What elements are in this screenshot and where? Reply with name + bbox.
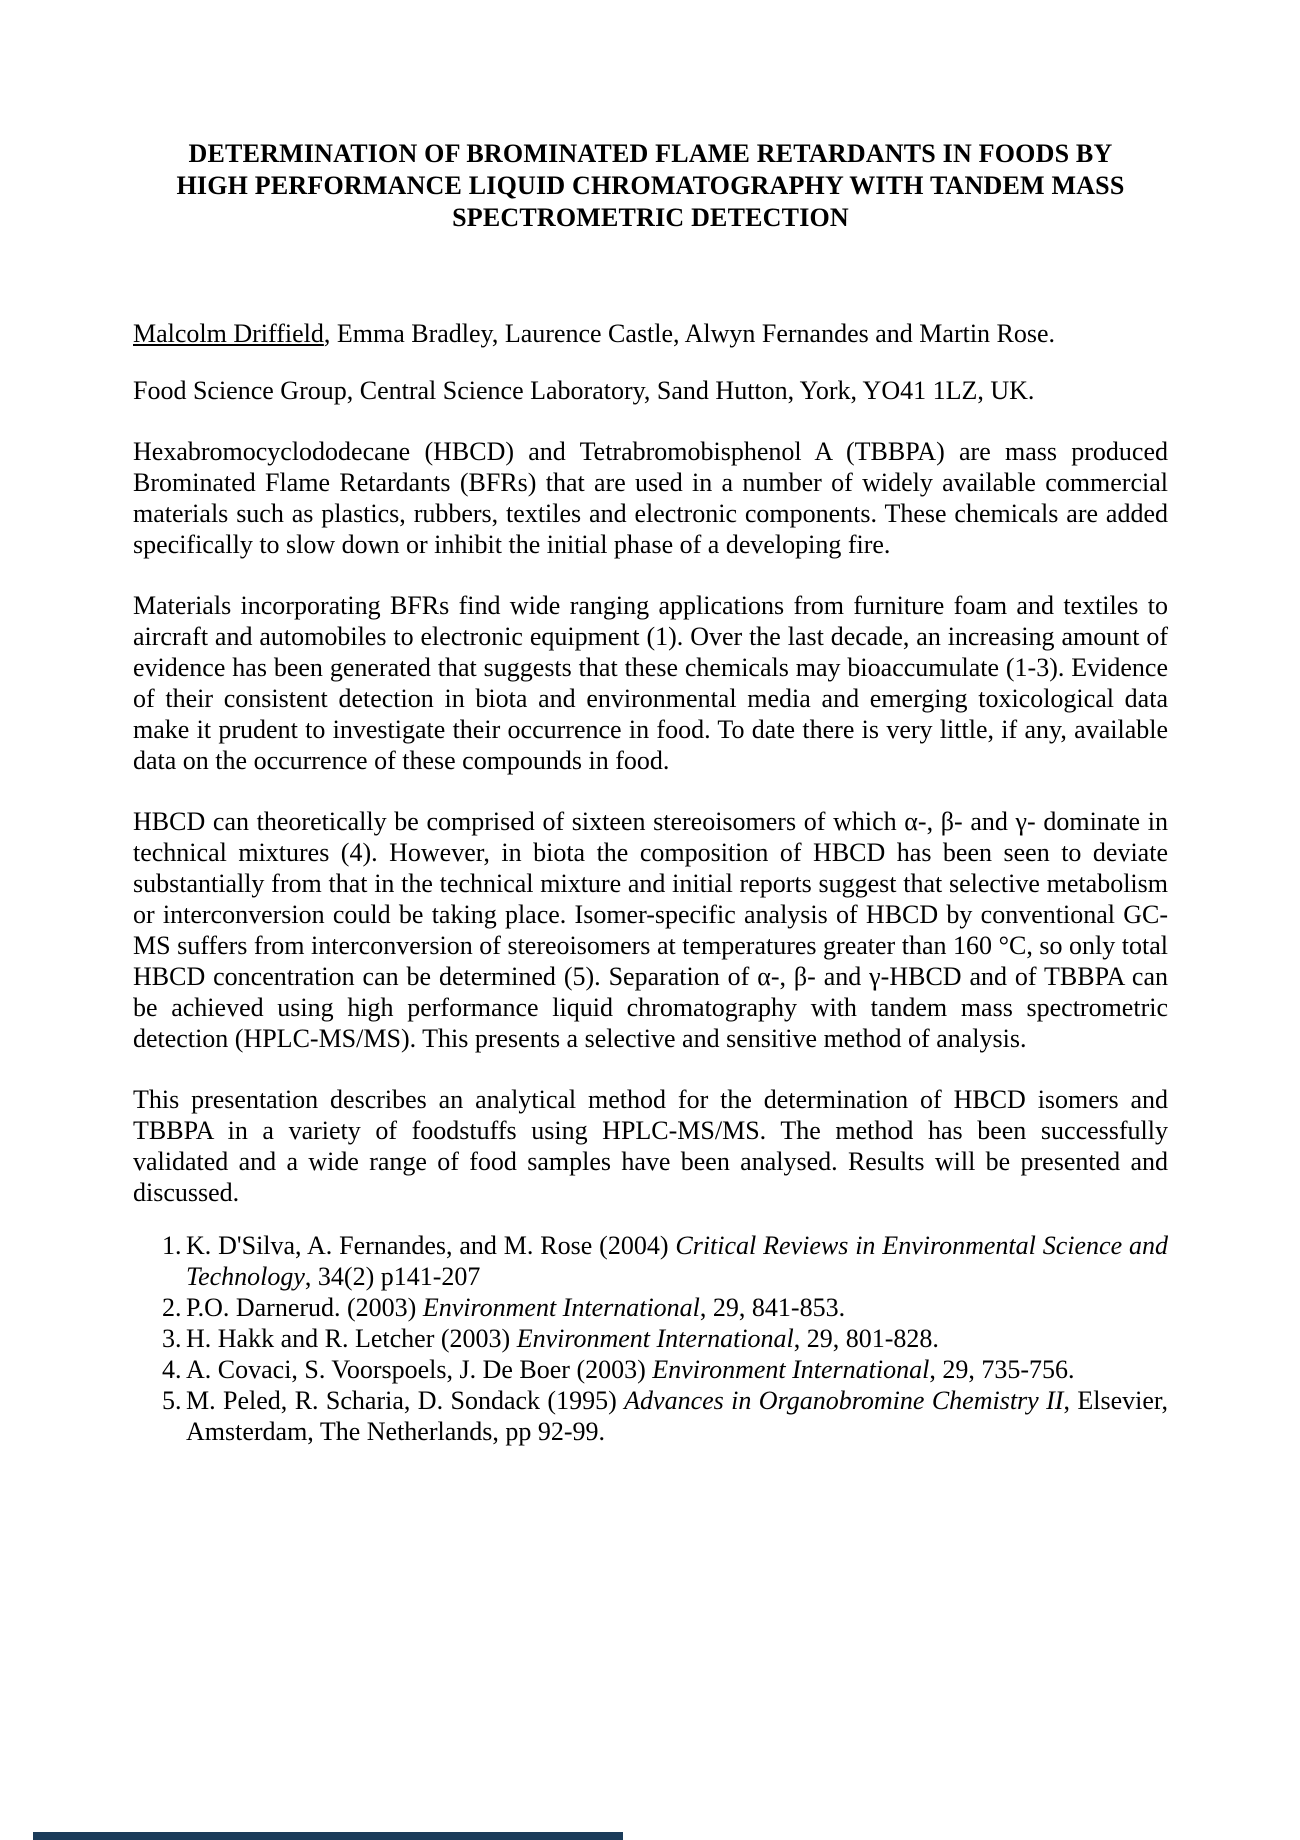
authors-line: Malcolm Driffield, Emma Bradley, Laurence Castle, Alwyn Fernandes and Martin Rose.	[133, 319, 1056, 348]
reference-text: H. Hakk and R. Letcher (2003) Environment International, 29, 801-828.	[186, 1324, 939, 1353]
reference-number: 2.	[162, 1293, 182, 1322]
paper-title-line-1: DETERMINATION OF BROMINATED FLAME RETARDANTS IN FOODS BY	[188, 139, 1113, 168]
abstract-paragraph-4: This presentation describes an analytical method for the determination of HBCD isomers and TBBPA in a variety of foodstuffs using HPLC-MS/MS. The method has been successfully validated and a wide range of food samples have been analysed. Results will be presented and discussed.	[133, 1085, 1168, 1207]
reference-list	[133, 1230, 1168, 1447]
reference-item	[162, 1230, 1168, 1292]
paper-title-line-2: HIGH PERFORMANCE LIQUID CHROMATOGRAPHY WITH TANDEM MASS	[176, 171, 1125, 200]
reference-item	[162, 1354, 1168, 1385]
reference-number: 5.	[162, 1386, 182, 1415]
reference-number: 1.	[162, 1231, 182, 1260]
reference-text: A. Covaci, S. Voorspoels, J. De Boer (2003) Environment International, 29, 735-756.	[186, 1355, 1075, 1384]
reference-number: 4.	[162, 1355, 182, 1384]
reference-text: P.O. Darnerud. (2003) Environment International, 29, 841-853.	[186, 1293, 846, 1322]
abstract-paragraph-3: HBCD can theoretically be comprised of sixteen stereoisomers of which α-, β- and γ- dominate in technical mixtures (4). However, in biota the composition of HBCD has been seen to deviate substantially from that in the technical mixture and initial reports suggest that selective metabolism or interconversion could be taking place. Isomer-specific analysis of HBCD by conventional GC-MS suffers from interconversion of stereoisomers at temperatures greater than 160 °C, so only total HBCD concentration can be determined (5). Separation of α-, β- and γ-HBCD and of TBBPA can be achieved using high performance liquid chromatography with tandem mass spectrometric detection (HPLC-MS/MS). This presents a selective and sensitive method of analysis.	[133, 807, 1168, 1053]
affiliation-line: Food Science Group, Central Science Laboratory, Sand Hutton, York, YO41 1LZ, UK.	[133, 376, 1035, 405]
reference-item	[162, 1385, 1168, 1447]
paper-title	[133, 138, 1168, 234]
reference-text: M. Peled, R. Scharia, D. Sondack (1995) Advances in Organobromine Chemistry II, Elsevier, Amsterdam, The Netherlands, pp 92-99.	[186, 1386, 1168, 1446]
abstract-paragraph-2: Materials incorporating BFRs find wide ranging applications from furniture foam and textiles to aircraft and automobiles to electronic equipment (1). Over the last decade, an increasing amount of evidence has been generated that suggests that these chemicals may bioaccumulate (1-3). Evidence of their consistent detection in biota and environmental media and emerging toxicological data make it prudent to investigate their occurrence in food. To date there is very little, if any, available data on the occurrence of these compounds in food.	[133, 591, 1168, 775]
reference-item	[162, 1292, 1168, 1323]
reference-item	[162, 1323, 1168, 1354]
reference-text: K. D'Silva, A. Fernandes, and M. Rose (2004) Critical Reviews in Environmental Science and Technology, 34(2) p141-207	[186, 1231, 1169, 1291]
reference-number: 3.	[162, 1324, 182, 1353]
paper-title-line-3: SPECTROMETRIC DETECTION	[452, 203, 849, 232]
abstract-paragraph-1: Hexabromocyclododecane (HBCD) and Tetrabromobisphenol A (TBBPA) are mass produced Brominated Flame Retardants (BFRs) that are used in a number of widely available commercial materials such as plastics, rubbers, textiles and electronic components. These chemicals are added specifically to slow down or inhibit the initial phase of a developing fire.	[133, 437, 1168, 559]
taskbar-fragment	[33, 1832, 623, 1840]
